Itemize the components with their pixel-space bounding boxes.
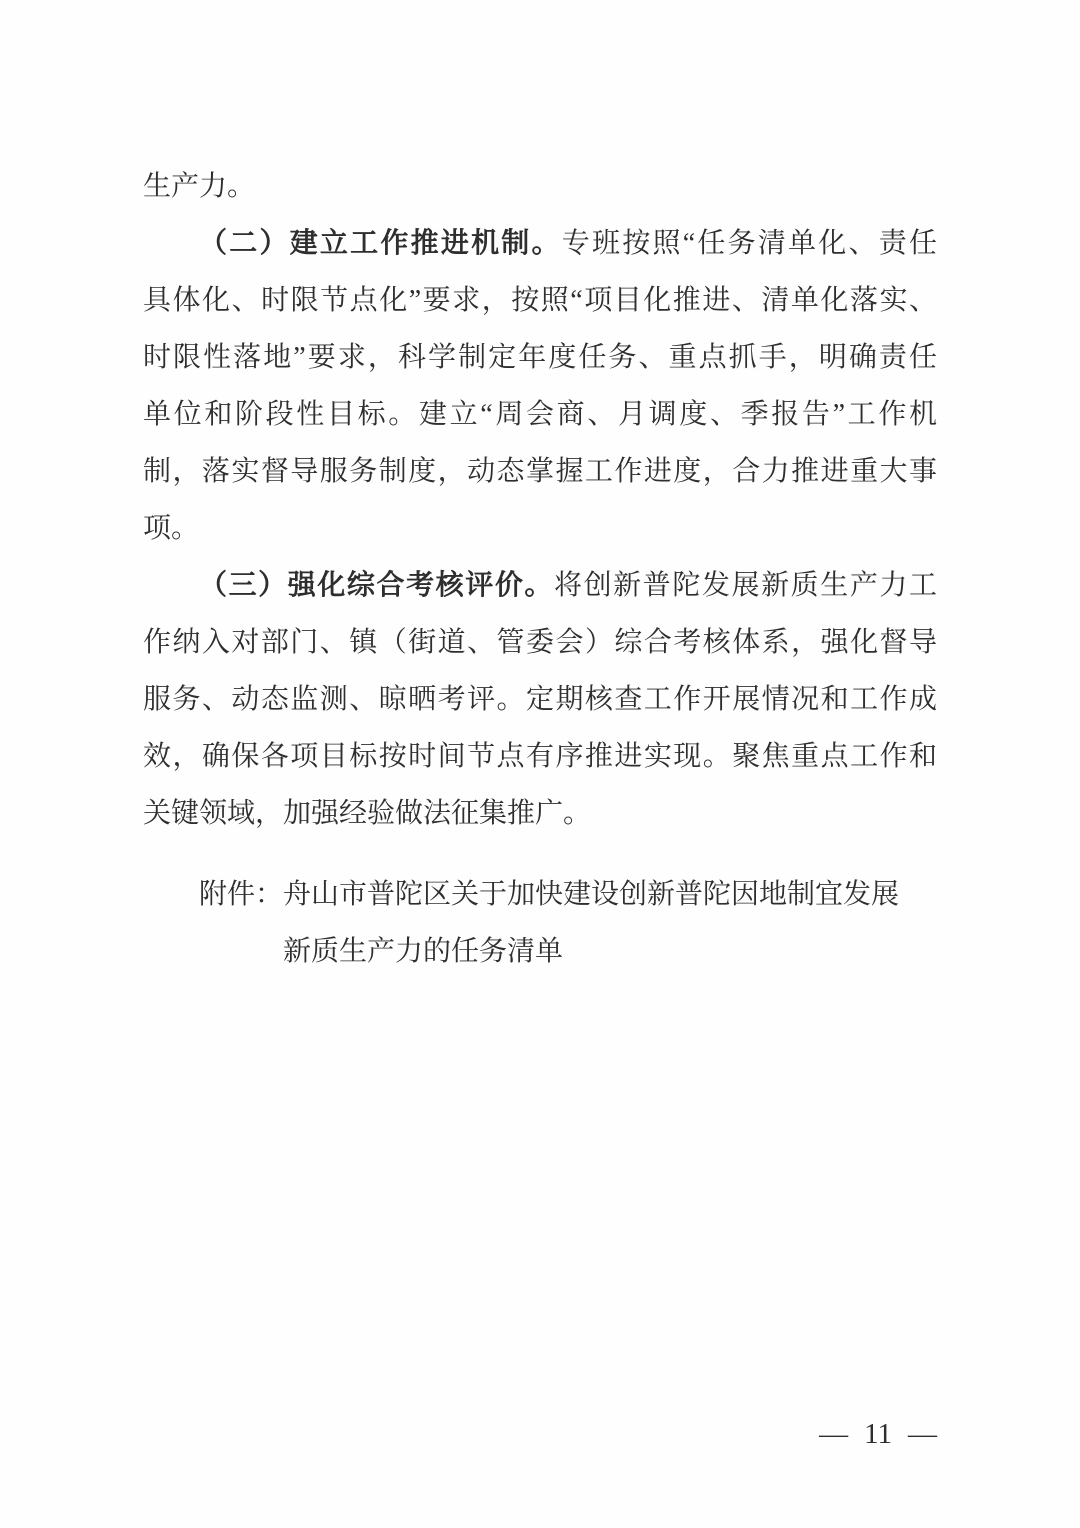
document-line: 关键领域，加强经验做法征集推广。: [143, 798, 592, 829]
document-line: 生产力。: [143, 171, 256, 202]
attachment-title-part-1: 舟山市普陀区关于加快建设创新普陀因地制宜发展: [283, 879, 900, 910]
document-line: 时限性落地”要求，科学制定年度任务、重点抓手，明确责任: [143, 342, 937, 373]
document-line: 服务、动态监测、晾晒考评。定期核查工作开展情况和工作成: [143, 684, 937, 715]
document-line: 项。: [143, 513, 200, 544]
footer-dash-left: —: [819, 1418, 849, 1450]
document-line: 具体化、时限节点化”要求，按照“项目化推进、清单化落实、: [143, 285, 937, 316]
page-number: 11: [864, 1418, 892, 1450]
body-text: [143, 158, 937, 842]
attachment-label: 附件：: [199, 879, 284, 910]
section-heading: （三）强化综合考核评价。: [199, 570, 554, 601]
document-line: 效，确保各项目标按时间节点有序推进实现。聚焦重点工作和: [143, 741, 937, 772]
document-line: 单位和阶段性目标。建立“周会商、月调度、季报告”工作机: [143, 399, 937, 430]
attachment-line-2: 新质生产力的任务清单: [283, 936, 564, 967]
section-heading: （二）建立工作推进机制。: [199, 228, 562, 259]
document-line: 制，落实督导服务制度，动态掌握工作进度，合力推进重大事: [143, 456, 937, 487]
page-footer: [819, 1406, 937, 1463]
attachment-note: [143, 866, 937, 980]
footer-dash-right: —: [908, 1418, 937, 1450]
attachment-line-1: [143, 866, 937, 923]
document-line: （三）强化综合考核评价。将创新普陀发展新质生产力工: [199, 570, 937, 601]
document-line: （二）建立工作推进机制。专班按照“任务清单化、责任: [199, 228, 937, 259]
document-line: 作纳入对部门、镇（街道、管委会）综合考核体系，强化督导: [143, 627, 937, 658]
